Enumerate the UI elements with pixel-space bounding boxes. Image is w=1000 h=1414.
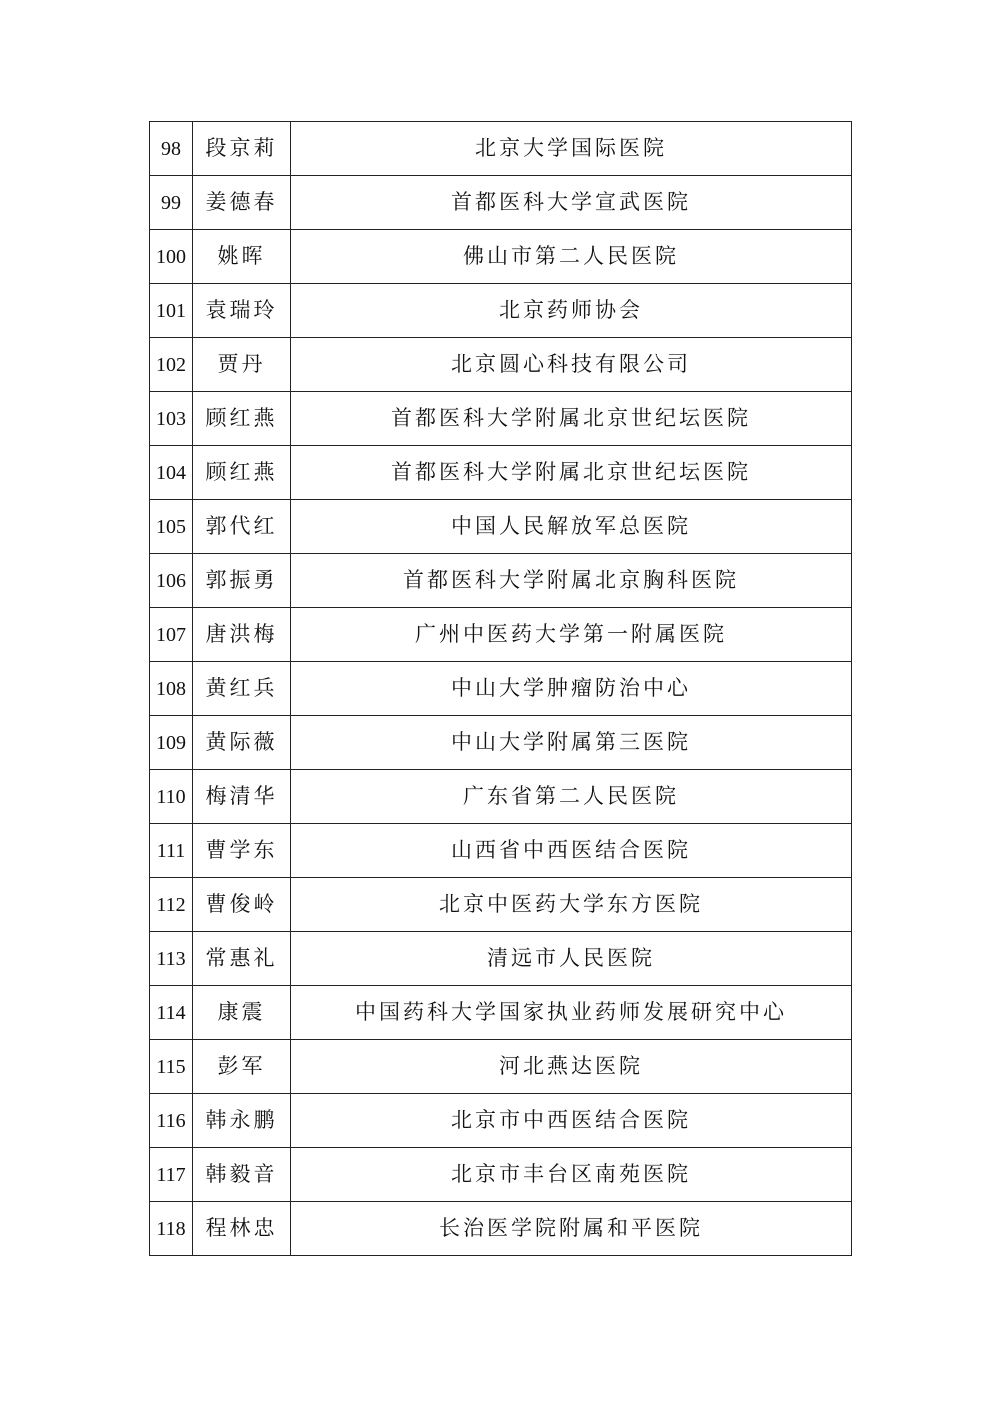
- organization: 中国药科大学国家执业药师发展研究中心: [291, 986, 852, 1040]
- row-number: 99: [150, 176, 193, 230]
- person-name: 黄际薇: [193, 716, 291, 770]
- table-row: [150, 824, 852, 878]
- table-row: [150, 986, 852, 1040]
- table-row: [150, 1148, 852, 1202]
- organization: 中山大学肿瘤防治中心: [291, 662, 852, 716]
- table-row: [150, 1202, 852, 1256]
- row-number: 103: [150, 392, 193, 446]
- table-row: [150, 716, 852, 770]
- person-name: 贾丹: [193, 338, 291, 392]
- table-row: [150, 1040, 852, 1094]
- person-name: 常惠礼: [193, 932, 291, 986]
- person-name: 彭军: [193, 1040, 291, 1094]
- roster-table: [149, 121, 852, 1256]
- table-row: [150, 446, 852, 500]
- table-row: [150, 770, 852, 824]
- person-name: 姚晖: [193, 230, 291, 284]
- row-number: 118: [150, 1202, 193, 1256]
- organization: 河北燕达医院: [291, 1040, 852, 1094]
- row-number: 104: [150, 446, 193, 500]
- person-name: 唐洪梅: [193, 608, 291, 662]
- organization: 北京大学国际医院: [291, 122, 852, 176]
- table-row: [150, 932, 852, 986]
- person-name: 顾红燕: [193, 392, 291, 446]
- organization: 山西省中西医结合医院: [291, 824, 852, 878]
- organization: 首都医科大学附属北京世纪坛医院: [291, 392, 852, 446]
- row-number: 116: [150, 1094, 193, 1148]
- row-number: 98: [150, 122, 193, 176]
- person-name: 梅清华: [193, 770, 291, 824]
- row-number: 108: [150, 662, 193, 716]
- row-number: 112: [150, 878, 193, 932]
- row-number: 107: [150, 608, 193, 662]
- roster-table-body: [150, 122, 852, 1256]
- organization: 中山大学附属第三医院: [291, 716, 852, 770]
- person-name: 曹俊岭: [193, 878, 291, 932]
- table-row: [150, 608, 852, 662]
- table-row: [150, 230, 852, 284]
- organization: 首都医科大学附属北京胸科医院: [291, 554, 852, 608]
- organization: 首都医科大学宣武医院: [291, 176, 852, 230]
- organization: 首都医科大学附属北京世纪坛医院: [291, 446, 852, 500]
- organization: 中国人民解放军总医院: [291, 500, 852, 554]
- organization: 北京市丰台区南苑医院: [291, 1148, 852, 1202]
- person-name: 顾红燕: [193, 446, 291, 500]
- row-number: 100: [150, 230, 193, 284]
- person-name: 段京莉: [193, 122, 291, 176]
- row-number: 105: [150, 500, 193, 554]
- table-row: [150, 122, 852, 176]
- table-row: [150, 284, 852, 338]
- organization: 北京药师协会: [291, 284, 852, 338]
- table-row: [150, 500, 852, 554]
- person-name: 韩毅音: [193, 1148, 291, 1202]
- person-name: 郭振勇: [193, 554, 291, 608]
- person-name: 黄红兵: [193, 662, 291, 716]
- table-row: [150, 878, 852, 932]
- organization: 广东省第二人民医院: [291, 770, 852, 824]
- row-number: 115: [150, 1040, 193, 1094]
- organization: 长治医学院附属和平医院: [291, 1202, 852, 1256]
- row-number: 113: [150, 932, 193, 986]
- organization: 广州中医药大学第一附属医院: [291, 608, 852, 662]
- table-row: [150, 662, 852, 716]
- row-number: 106: [150, 554, 193, 608]
- table-row: [150, 338, 852, 392]
- table-row: [150, 1094, 852, 1148]
- person-name: 韩永鹏: [193, 1094, 291, 1148]
- organization: 北京圆心科技有限公司: [291, 338, 852, 392]
- table-row: [150, 392, 852, 446]
- table-row: [150, 554, 852, 608]
- table-row: [150, 176, 852, 230]
- row-number: 101: [150, 284, 193, 338]
- person-name: 袁瑞玲: [193, 284, 291, 338]
- row-number: 111: [150, 824, 193, 878]
- person-name: 姜德春: [193, 176, 291, 230]
- row-number: 117: [150, 1148, 193, 1202]
- row-number: 114: [150, 986, 193, 1040]
- row-number: 109: [150, 716, 193, 770]
- person-name: 郭代红: [193, 500, 291, 554]
- row-number: 110: [150, 770, 193, 824]
- person-name: 程林忠: [193, 1202, 291, 1256]
- organization: 清远市人民医院: [291, 932, 852, 986]
- organization: 北京市中西医结合医院: [291, 1094, 852, 1148]
- row-number: 102: [150, 338, 193, 392]
- organization: 佛山市第二人民医院: [291, 230, 852, 284]
- person-name: 曹学东: [193, 824, 291, 878]
- person-name: 康震: [193, 986, 291, 1040]
- organization: 北京中医药大学东方医院: [291, 878, 852, 932]
